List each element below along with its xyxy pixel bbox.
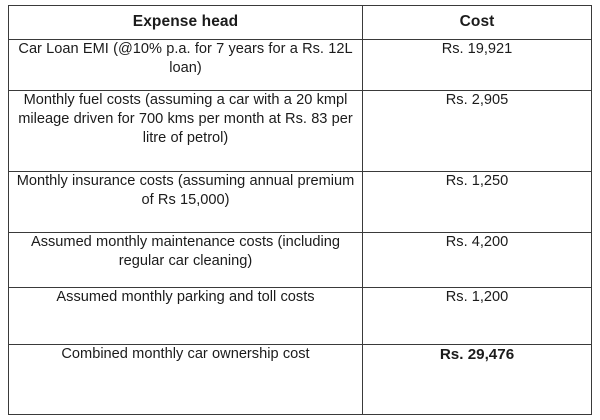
cell-cost: Rs. 1,250 bbox=[363, 172, 592, 233]
cell-expense-head: Assumed monthly parking and toll costs bbox=[9, 288, 363, 345]
cell-expense-head-total: Combined monthly car ownership cost bbox=[9, 345, 363, 415]
cell-expense-head: Car Loan EMI (@10% p.a. for 7 years for a Rs. 12L loan) bbox=[9, 40, 363, 91]
table-row bbox=[9, 172, 592, 233]
cell-cost: Rs. 2,905 bbox=[363, 91, 592, 172]
cell-expense-head: Monthly fuel costs (assuming a car with a 20 kmpl mileage driven for 700 kms per month at Rs. 83 per litre of petrol) bbox=[9, 91, 363, 172]
table-row bbox=[9, 233, 592, 288]
column-header-cost: Cost bbox=[363, 6, 592, 40]
table-row-total bbox=[9, 345, 592, 415]
table-row bbox=[9, 91, 592, 172]
cell-cost: Rs. 4,200 bbox=[363, 233, 592, 288]
table-header bbox=[9, 6, 592, 40]
column-header-expense-head: Expense head bbox=[9, 6, 363, 40]
cell-cost: Rs. 1,200 bbox=[363, 288, 592, 345]
table-header-row bbox=[9, 6, 592, 40]
table-body bbox=[9, 40, 592, 415]
cell-expense-head: Monthly insurance costs (assuming annual premium of Rs 15,000) bbox=[9, 172, 363, 233]
table-row bbox=[9, 40, 592, 91]
cell-expense-head: Assumed monthly maintenance costs (including regular car cleaning) bbox=[9, 233, 363, 288]
cell-cost-total: Rs. 29,476 bbox=[363, 345, 592, 415]
cell-cost: Rs. 19,921 bbox=[363, 40, 592, 91]
table-row bbox=[9, 288, 592, 345]
car-ownership-cost-table bbox=[8, 5, 592, 415]
